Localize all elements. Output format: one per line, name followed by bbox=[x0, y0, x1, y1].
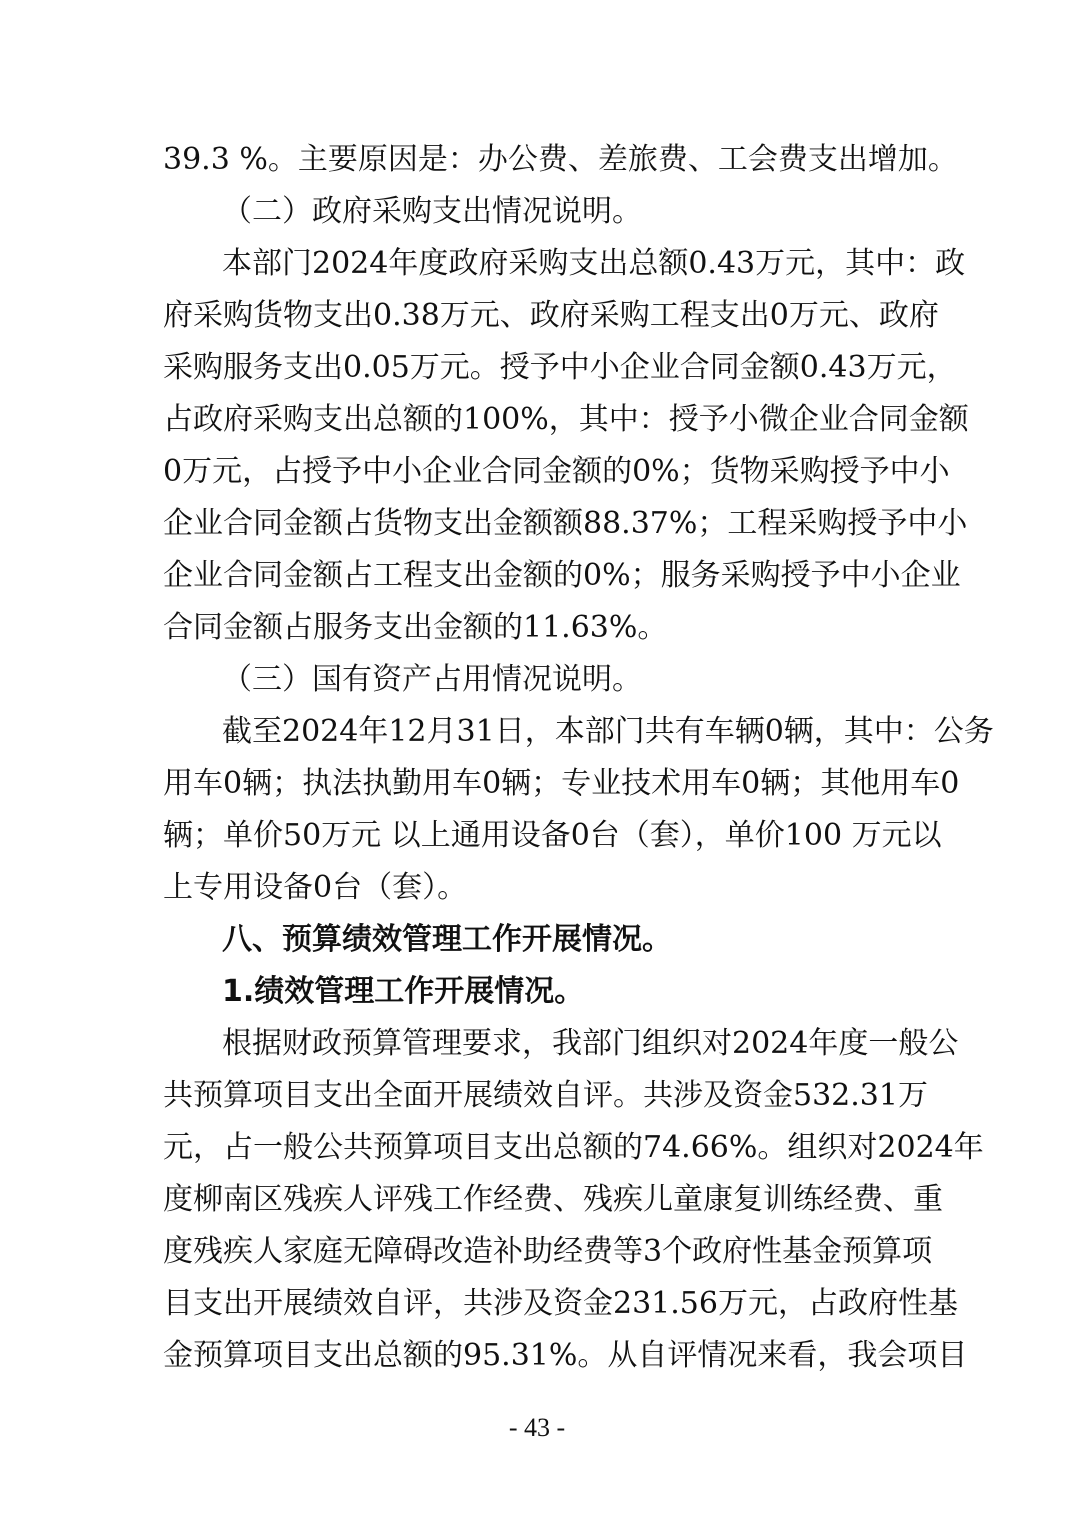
paragraph-line-5: 采购服务支出0.05万元。授予中小企业合同金额0.43万元， bbox=[163, 350, 957, 385]
paragraph-line-3: 本部门2024年度政府采购支出总额0.43万元，其中：政 bbox=[222, 246, 966, 281]
paragraph-line-15: 上专用设备0台（套）。 bbox=[163, 870, 468, 905]
section-heading-performance-management: 八、预算绩效管理工作开展情况。 bbox=[222, 922, 672, 957]
section-heading-state-assets: （三）国有资产占用情况说明。 bbox=[222, 662, 642, 697]
section-heading-government-procurement: （二）政府采购支出情况说明。 bbox=[222, 194, 642, 229]
paragraph-line-18: 根据财政预算管理要求，我部门组织对2024年度一般公 bbox=[222, 1026, 959, 1061]
paragraph-line-10: 合同金额占服务支出金额的11.63%。 bbox=[163, 610, 668, 645]
page-number: - 43 - bbox=[508, 1413, 566, 1442]
paragraph-line-12: 截至2024年12月31日，本部门共有车辆0辆，其中：公务 bbox=[222, 714, 994, 749]
paragraph-line-1: 39.3 %。主要原因是：办公费、差旅费、工会费支出增加。 bbox=[163, 142, 958, 177]
paragraph-line-6: 占政府采购支出总额的100%，其中：授予小微企业合同金额 bbox=[163, 402, 969, 437]
paragraph-line-24: 金预算项目支出总额的95.31%。从自评情况来看，我会项目 bbox=[163, 1338, 968, 1373]
paragraph-line-14: 辆；单价50万元 以上通用设备0台（套），单价100 万元以 bbox=[163, 818, 942, 853]
paragraph-line-22: 度残疾人家庭无障碍改造补助经费等3个政府性基金预算项 bbox=[163, 1234, 933, 1269]
paragraph-line-20: 元，占一般公共预算项目支出总额的74.66%。组织对2024年 bbox=[163, 1130, 984, 1165]
paragraph-line-9: 企业合同金额占工程支出金额的0%；服务采购授予中小企业 bbox=[163, 558, 961, 593]
paragraph-line-13: 用车0辆；执法执勤用车0辆；专业技术用车0辆；其他用车0 bbox=[163, 766, 960, 801]
paragraph-line-19: 共预算项目支出全面开展绩效自评。共涉及资金532.31万 bbox=[163, 1078, 928, 1113]
paragraph-line-4: 府采购货物支出0.38万元、政府采购工程支出0万元、政府 bbox=[163, 298, 939, 333]
paragraph-line-23: 目支出开展绩效自评，共涉及资金231.56万元，占政府性基 bbox=[163, 1286, 958, 1321]
subsection-heading-performance-work: 1.绩效管理工作开展情况。 bbox=[222, 974, 585, 1009]
paragraph-line-8: 企业合同金额占货物支出金额额88.37%；工程采购授予中小 bbox=[163, 506, 968, 541]
paragraph-line-21: 度柳南区残疾人评残工作经费、残疾儿童康复训练经费、重 bbox=[163, 1182, 943, 1217]
paragraph-line-7: 0万元，占授予中小企业合同金额的0%；货物采购授予中小 bbox=[163, 454, 950, 489]
